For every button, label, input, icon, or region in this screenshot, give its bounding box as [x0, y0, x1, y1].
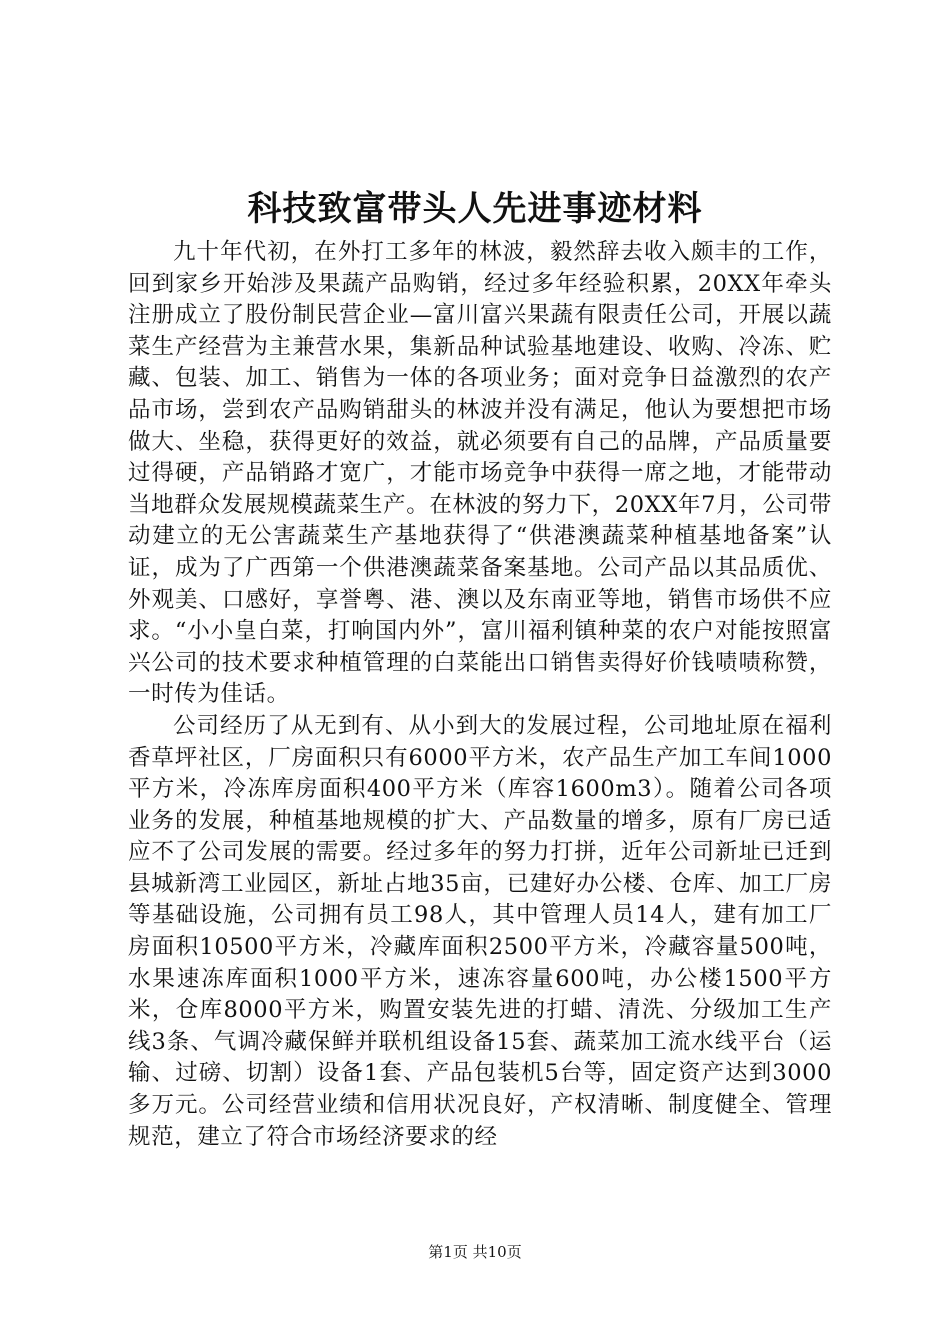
page-number-footer: 第1页 共10页 [428, 1243, 522, 1261]
document-title: 科技致富带头人先进事迹材料 [247, 189, 703, 229]
paragraph-2: 公司经历了从无到有、从小到大的发展过程，公司地址原在福利香草坪社区，厂房面积只有6000平方米，农产品生产加工车间1000平方米，冷冻库房面积400平方米（库容1600m3）。随着公司各项业务的发展，种植基地规模的扩大、产品数量的增多，原有厂房已适应不了公司发展的需要。经过多年的努力打拼，近年公司新址已迁到县城新湾工业园区，新址占地35亩，已建好办公楼、仓库、加工厂房等基础设施，公司拥有员工98人，其中管理人员14人，建有加工厂房面积10500平方米，冷藏库面积2500平方米，冷藏容量500吨，水果速冻库面积1000平方米，速冻容量600吨，办公楼1500平方米，仓库8000平方米，购置安装先进的打蜡、清洗、分级加工生产线3条、气调冷藏保鲜并联机组设备15套、蔬菜加工流水线平台（运输、过磅、切割）设备1套、产品包装机5台等，固定资产达到3000多万元。公司经营业绩和信用状况良好，产权清晰、制度健全、管理规范，建立了符合市场经济要求的经 [128, 712, 832, 1150]
document-body [128, 237, 832, 1153]
paragraph-1: 九十年代初，在外打工多年的林波，毅然辞去收入颇丰的工作，回到家乡开始涉及果蔬产品购销，经过多年经验积累，20XX年牵头注册成立了股份制民营企业—富川富兴果蔬有限责任公司，开展以蔬菜生产经营为主兼营水果，集新品种试验基地建设、收购、冷冻、贮藏、包装、加工、销售为一体的各项业务；面对竞争日益激烈的农产品市场，尝到农产品购销甜头的林波并没有满足，他认为要想把市场做大、坐稳，获得更好的效益，就必须要有自己的品牌，产品质量要过得硬，产品销路才宽广，才能市场竞争中获得一席之地，才能带动当地群众发展规模蔬菜生产。在林波的努力下，20XX年7月，公司带动建立的无公害蔬菜生产基地获得了“供港澳蔬菜种植基地备案”认证，成为了广西第一个供港澳蔬菜备案基地。公司产品以其品质优、外观美、口感好，享誉粤、港、澳以及东南亚等地，销售市场供不应求。“小小皇白菜，打响国内外”，富川福利镇种菜的农户对能按照富兴公司的技术要求种植管理的白菜能出口销售卖得好价钱啧啧称赞，一时传为佳话。 [128, 239, 832, 708]
